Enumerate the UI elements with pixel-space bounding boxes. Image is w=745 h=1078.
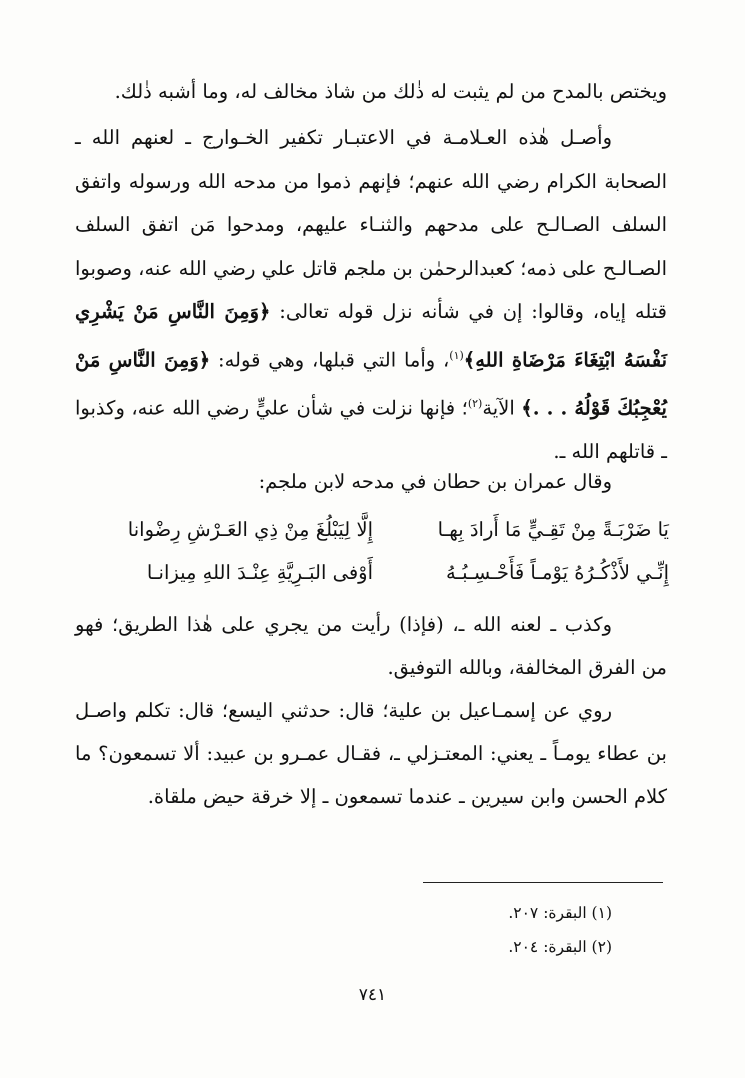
footnotes: [508, 896, 612, 964]
page-number: ٧٤١: [358, 985, 387, 1005]
footnote-2: (٢) البقرة: ٢٠٤.: [508, 938, 612, 956]
poem-intro: [75, 462, 667, 502]
paragraph-3: [75, 603, 667, 689]
quran-verse-1: ﴿وَمِنَ النَّاسِ مَنْ يَشْرِي نَفْسَهُ ابْتِغَاءَ مَرْضَاةِ اللهِ﴾: [75, 300, 667, 371]
paragraph-1: [75, 72, 667, 112]
poem-intro-text: وقال عمران بن حطان في مدحه لابن ملجم:: [258, 470, 612, 493]
paragraph-2: [75, 116, 667, 473]
paragraph-1-text: ويختص بالمدح من لم يثبت له ذٰلك من شاذ مخالف له، وما أشبه ذٰلك.: [114, 80, 667, 103]
paragraph-2-text: الآية: [482, 396, 522, 419]
poem-verse: [73, 551, 669, 594]
paragraph-4: [75, 689, 667, 818]
verse-first-hemistich: إِنِّـي لأَذْكُـرُهُ يَوْمـاً فَأَحْـسِـبُـهُ: [446, 561, 669, 584]
footnote-divider: [423, 882, 663, 883]
paragraph-2-text: وأصـل هٰذه العـلامـة في الاعتبـار تكفير الخـوارج ـ لعنهم الله ـ الصحابة الكرام رضي الله عنهم؛ فإنهم ذموا من مدحه الله ورسوله واتفق السلف الصـالـح على مدحهم والثنـاء عليهم، ومدحوا مَن اتفق السلف الصـالـح على ذمه؛ كعبدالرحمٰن بن ملجم قاتل علي رضي الله عنه، وصوبوا قتله إياه، وقالوا: إن في شأنه نزل قوله تعالى:: [75, 126, 667, 323]
footnote-ref-1: (١): [449, 348, 464, 362]
verse-first-hemistich: يَا ضَرْبَـةً مِنْ تَقِـيٍّ مَا أَرادَ بِهـا: [437, 518, 669, 541]
poem-verse: [73, 508, 669, 551]
verse-second-hemistich: إِلَّا لِيَبْلُغَ مِنْ ذِي العَـرْشِ رِضْوانا: [127, 518, 373, 541]
poem: [73, 508, 669, 594]
verse-second-hemistich: أَوْفى البَـرِيَّةِ عِنْـدَ اللهِ مِيزانـا: [146, 561, 373, 584]
paragraph-2-text: ؛ فإنها نزلت في شأن عليٍّ رضي الله عنه، وكذبوا ـ قاتلهم الله ـ.: [75, 396, 667, 463]
footnote-ref-2: (٢): [467, 396, 483, 410]
paragraph-2-text: ، وأما التي قبلها، وهي قوله:: [210, 348, 450, 371]
quran-verse-2: ﴿وَمِنَ النَّاسِ مَنْ يُعْجِبُكَ قَوْلُهُ . . .﴾: [75, 348, 667, 419]
paragraph-3-text: وكذب ـ لعنه الله ـ، (فإذا) رأيت من يجري على هٰذا الطريق؛ فهو من الفرق المخالفة، وبالله التوفيق.: [75, 613, 667, 679]
footnote-1: (١) البقرة: ٢٠٧.: [508, 904, 612, 922]
paragraph-4-text: روي عن إسمـاعيل بن علية؛ قال: حدثني اليسع؛ قال: تكلم واصـل بن عطاء يومـاً ـ يعني: المعتـزلي ـ، فقـال عمـرو بن عبيد: ألا تسمعون؟ ما كلام الحسن وابن سيرين ـ عندما تسمعون ـ إلا خرقة حيض ملقاة.: [75, 699, 667, 808]
